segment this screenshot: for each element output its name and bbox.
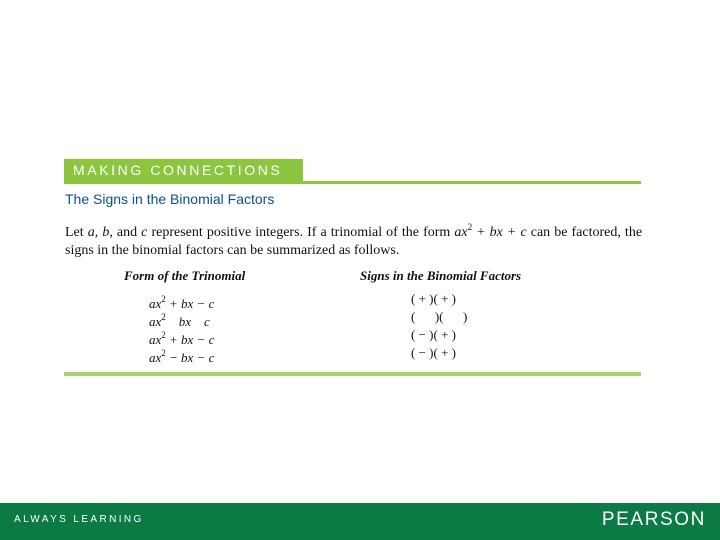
signs-row: ( )( ) (411, 309, 468, 324)
form-rest: + bx + c (472, 225, 527, 240)
making-connections-box (64, 159, 641, 377)
term-exponent: 2 (161, 294, 166, 304)
intro-text: Let (65, 225, 88, 240)
form-exponent: 2 (467, 222, 473, 232)
box-heading: The Signs in the Binomial Factors (65, 191, 275, 207)
var-a: a (87, 225, 95, 240)
term-ax: ax (149, 314, 162, 329)
trinomial-row (149, 344, 215, 365)
trinomial-forms (149, 290, 215, 365)
var-c: c (141, 225, 148, 240)
term-ax: ax (149, 332, 162, 347)
intro-text: , (94, 225, 103, 240)
footer-tagline: ALWAYS LEARNING (14, 514, 144, 525)
signs-row: ( + )( + ) (411, 291, 456, 306)
column-header-trinomial: Form of the Trinomial (124, 268, 246, 283)
term-rest: + bx − c (165, 296, 215, 311)
intro-text: can be factored, the signs in the binomial factors can be summarized as follows. (65, 225, 643, 258)
term-exponent: 2 (161, 312, 166, 322)
column-header-signs: Signs in the Binomial Factors (360, 268, 522, 283)
var-b: b (102, 225, 110, 240)
term-rest: bx c (165, 314, 210, 329)
term-ax: ax (149, 350, 162, 365)
footer-bar (0, 503, 720, 540)
term-rest: − bx − c (165, 350, 215, 365)
binomial-signs (411, 290, 467, 362)
trinomial-row (149, 308, 214, 329)
brand-logo: PEARSON (601, 509, 706, 530)
form-ax: ax (454, 225, 468, 240)
term-exponent: 2 (161, 348, 166, 358)
signs-row: ( − )( + ) (411, 327, 456, 342)
intro-text: , and (109, 225, 142, 240)
term-ax: ax (149, 296, 162, 311)
section-banner: MAKING CONNECTIONS (64, 159, 303, 182)
trinomial-row (149, 326, 215, 347)
top-divider (64, 181, 641, 184)
intro-text: represent positive integers. If a trinomial of the form (147, 225, 455, 240)
term-rest: + bx − c (165, 332, 215, 347)
bottom-divider (64, 372, 641, 376)
term-exponent: 2 (161, 330, 166, 340)
intro-paragraph (65, 218, 642, 260)
signs-row: ( − )( + ) (411, 345, 456, 360)
trinomial-row (149, 290, 215, 311)
